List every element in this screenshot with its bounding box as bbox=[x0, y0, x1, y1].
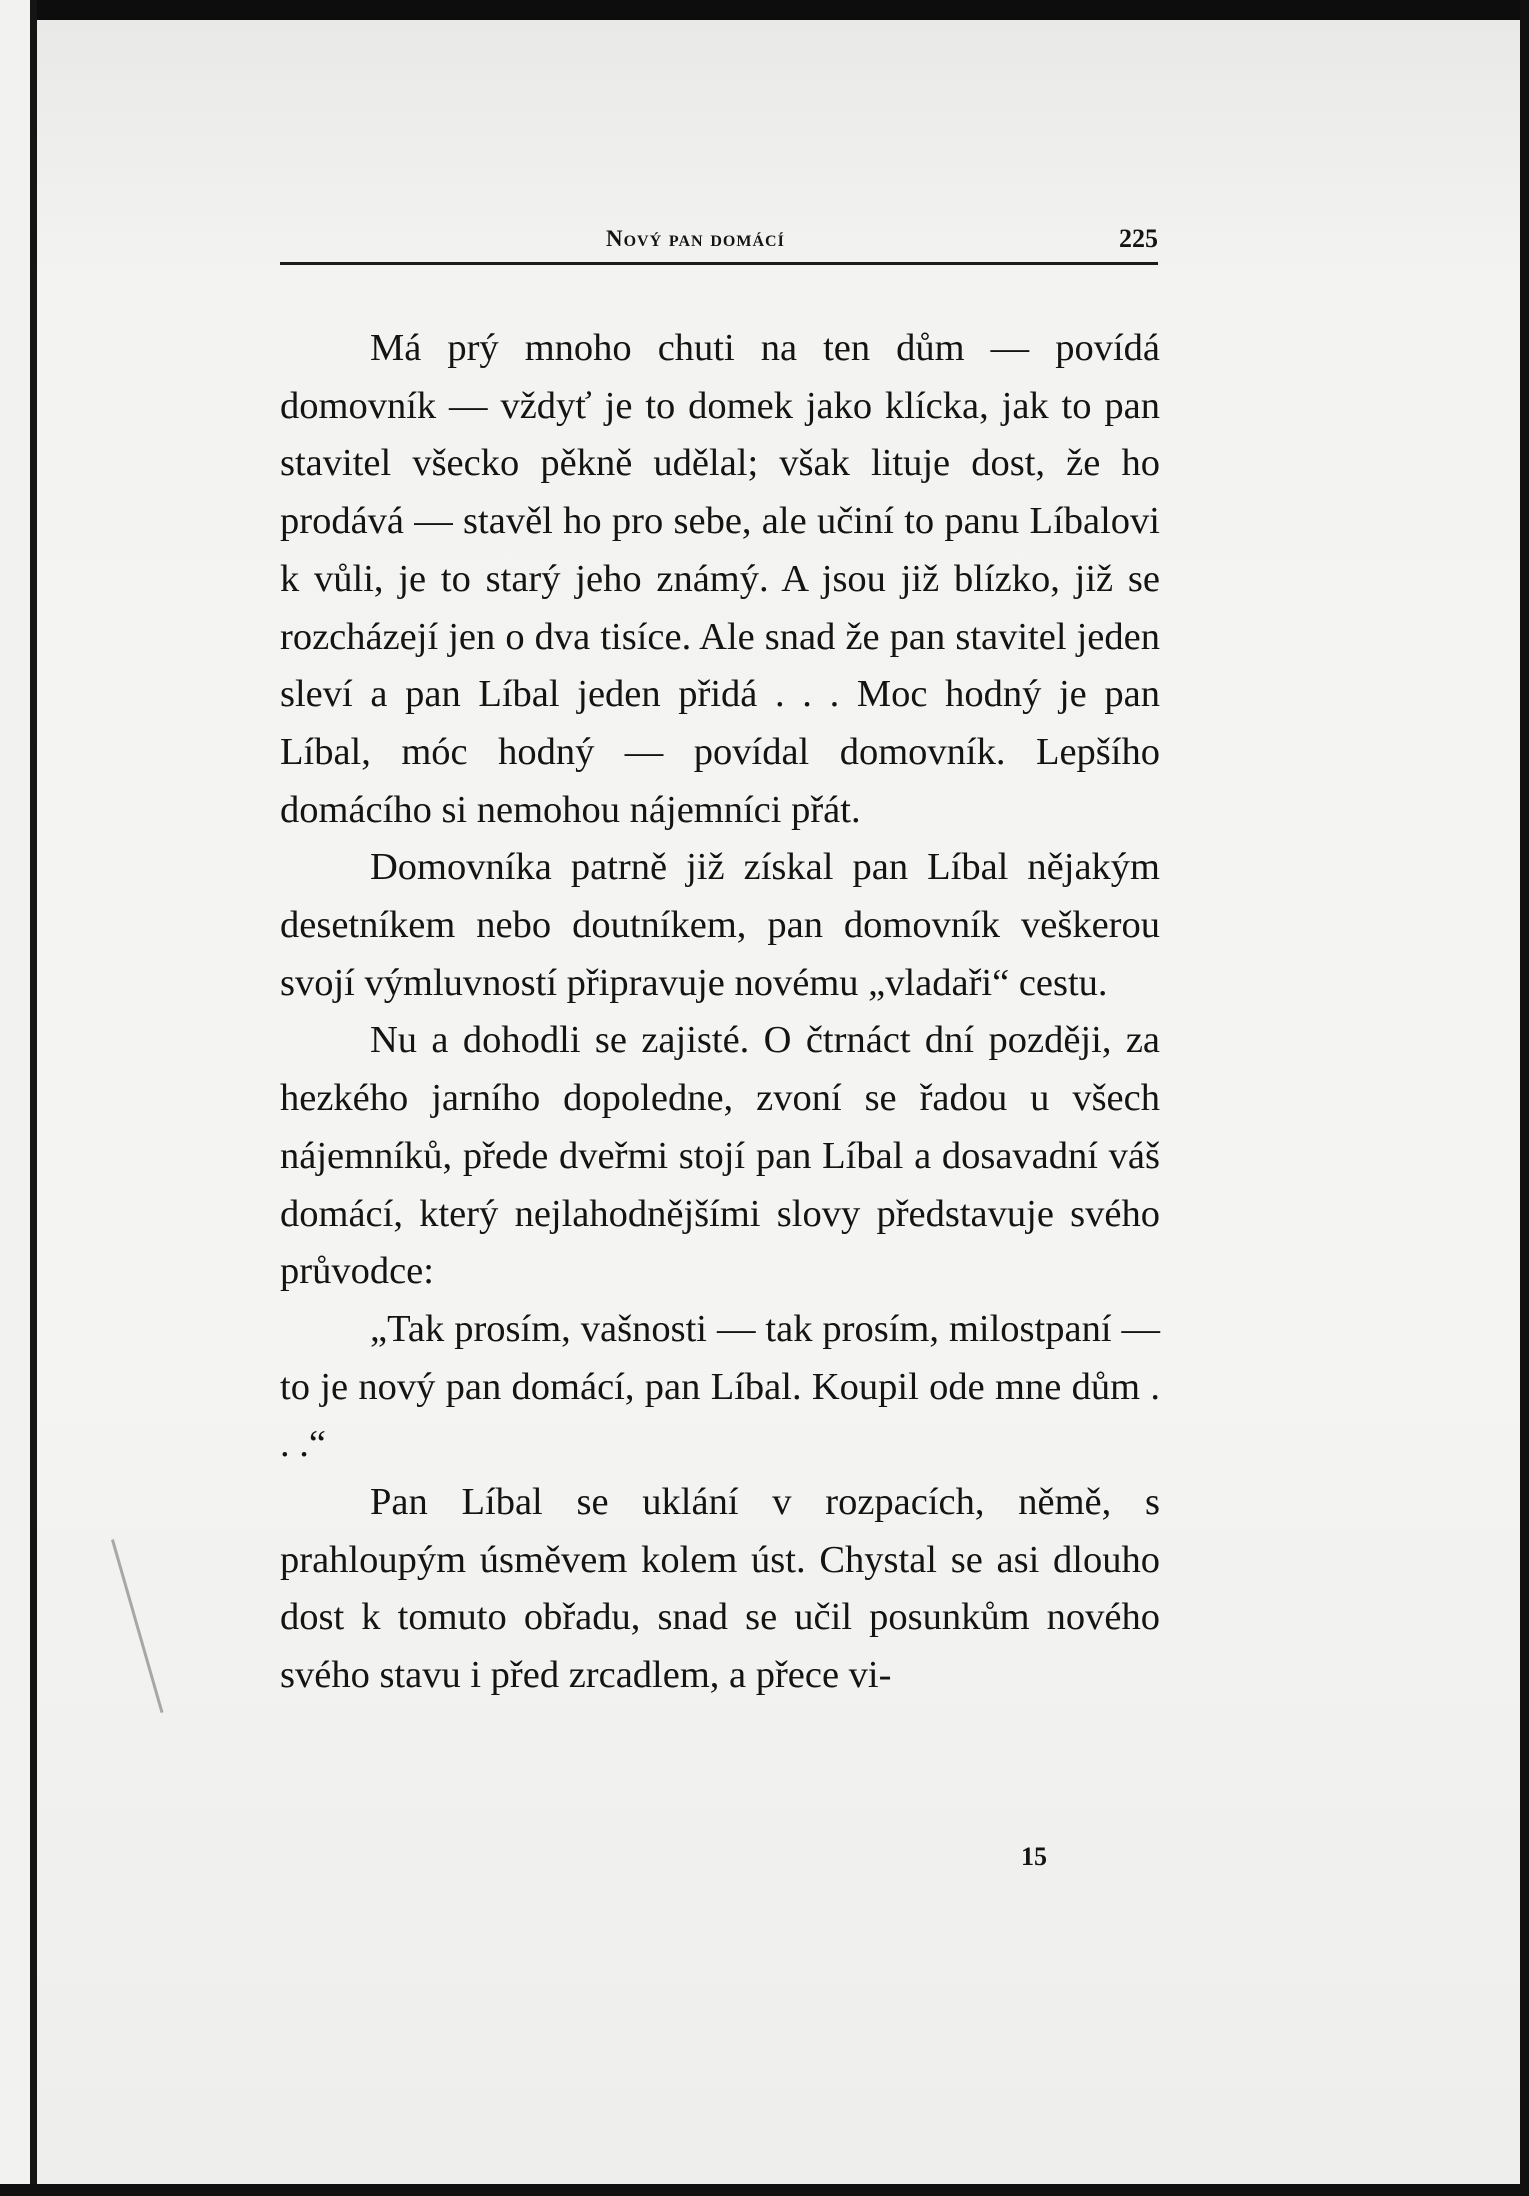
scan-bottom-edge bbox=[0, 2184, 1529, 2196]
scan-right-edge bbox=[1520, 0, 1529, 2196]
margin-pencil-mark bbox=[111, 1539, 163, 1713]
page-number: 225 bbox=[1119, 224, 1158, 253]
paragraph: Pan Líbal se uklání v rozpacích, němě, s prahloupým úsměvem kolem úst. Chystal se asi dlouho dost k tomuto obřadu, snad se učil posunkům nového svého stavu i před zrcadlem, a přece vi- bbox=[280, 1481, 1160, 1697]
page-header bbox=[280, 222, 1158, 265]
paragraph: Nu a dohodli se zajisté. O čtrnáct dní později, za hezkého jarního dopoledne, zvoní se řadou u všech nájemníků, přede dveřmi stojí pan Líbal a dosavadní váš domácí, který nejlahodnějšími slovy představuje svého průvodce: bbox=[280, 1019, 1160, 1293]
paragraph: Domovníka patrně již získal pan Líbal nějakým desetníkem nebo doutníkem, pan domovník veškerou svojí výmluvností připravuje novému „vladaři“ cestu. bbox=[280, 846, 1160, 1004]
paragraph: Má prý mnoho chuti na ten dům — povídá domovník — vždyť je to domek jako klícka, jak to pan stavitel všecko pěkně udělal; však lituje dost, že ho prodává — stavěl ho pro sebe, ale učiní to panu Líbalovi k vůli, je to starý jeho známý. A jsou již blízko, již se rozcházejí jen o dva tisíce. Ale snad že pan stavitel jeden sleví a pan Líbal jeden přidá . . . Moc hodný je pan Líbal, móc hodný — povídal domovník. Lepšího domácího si nemohou nájemníci přát. bbox=[280, 327, 1160, 831]
running-title: Nový pan domácí bbox=[606, 226, 785, 251]
signature-mark: 15 bbox=[1021, 1842, 1047, 1871]
paragraph: „Tak prosím, vašnosti — tak prosím, milostpaní — to je nový pan domácí, pan Líbal. Koupil ode mne dům . . .“ bbox=[280, 1307, 1160, 1466]
page-body bbox=[280, 320, 1160, 1705]
scan-top-edge bbox=[0, 0, 1529, 20]
scan-left-edge bbox=[0, 0, 37, 2196]
